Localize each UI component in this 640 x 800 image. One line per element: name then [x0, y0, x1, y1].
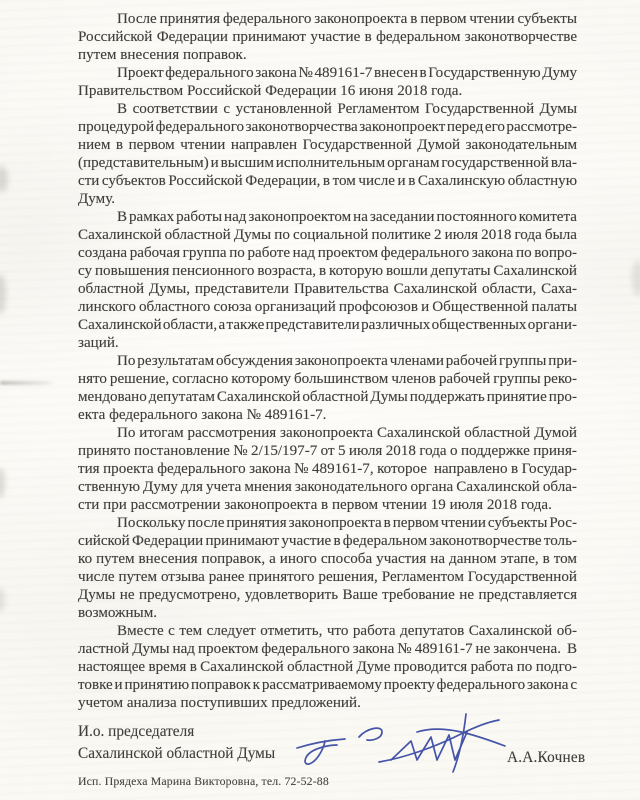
text-line: тия проекта федерального закона № 489161-7, которое направлено в Государ-	[78, 461, 577, 477]
text-line: числе путем отзыва ранее принятого решения, Регламентом Государственной	[78, 569, 577, 585]
text-line: Поскольку после принятия законопроекта в первом чтении субъекты Рос-	[117, 515, 578, 531]
text-line: заций.	[78, 335, 119, 351]
scan-smudge	[0, 166, 8, 192]
signer-name: А.А.Кочнев	[507, 749, 586, 766]
text-line: По итогам рассмотрения законопроекта Сахалинской областной Думой	[117, 425, 578, 441]
paragraph	[78, 208, 577, 352]
scan-smudge	[0, 274, 6, 314]
scan-smudge	[0, 588, 5, 612]
text-line: В соответствии с установленной Регламентом Государственной Думы	[117, 101, 578, 117]
signoff-block	[78, 721, 275, 764]
scan-smudge	[632, 260, 640, 296]
text-line: сти субъектов Российской Федерации, в том числе и в Сахалинскую областную	[78, 173, 578, 189]
paragraph	[78, 64, 577, 100]
text-line: Думу.	[78, 191, 116, 207]
text-line: принято постановление № 2/15/197-7 от 5 июля 2018 года о поддержке приня-	[78, 443, 577, 459]
text-line: нием в первом чтении направлен Государственной Думой законодательным	[78, 137, 578, 153]
paragraph	[78, 352, 577, 424]
text-line: Сахалинской области, а также представители различных общественных органи-	[78, 317, 577, 333]
text-line: возможным.	[78, 605, 158, 621]
text-line: (представительным) и высшим исполнительным органам государственной вла-	[78, 155, 577, 171]
text-line: Вместе с тем следует отметить, что работа депутатов Сахалинской об-	[117, 623, 577, 639]
paragraph	[78, 100, 577, 208]
text-line: создана рабочая группа по работе над проектом федерального закона по вопро-	[78, 245, 578, 261]
paragraph	[78, 622, 577, 712]
text-line: сийской Федерации принимают участие в федеральном законотворчестве толь-	[78, 533, 578, 549]
text-line: настоящее время в Сахалинской областной Думе проводится работа по подго-	[78, 659, 577, 675]
text-line: ластной Думы над проектом федерального закона № 489161-7 не закончена. В	[78, 641, 578, 657]
letter-body	[78, 10, 577, 712]
text-line: Правительством Российской Федерации 16 июня 2018 года.	[78, 83, 463, 99]
text-line: Проект федерального закона № 489161-7 внесен в Государственную Думу	[117, 65, 578, 81]
text-line: сти при рассмотрении законопроекта в первом чтении 19 июля 2018 года.	[78, 497, 552, 513]
text-line: линского областного союза организаций профсоюзов и Общественной палаты	[78, 299, 577, 315]
text-line: екта федерального закона № 489161-7.	[78, 407, 327, 423]
text-line: процедурой федерального законотворчества законопроект перед его рассмотре-	[78, 119, 578, 135]
text-line: В рамках работы над законопроектом на заседании постоянного комитета	[117, 209, 577, 225]
paragraph	[78, 424, 577, 514]
text-line: ко путем внесения поправок, а иного способа участия на данном этапе, в том	[78, 551, 577, 567]
paragraph	[78, 514, 577, 622]
text-line: учетом анализа поступивших предложений.	[78, 695, 361, 711]
text-line: Думы не предусмотрено, удовлетворить Ваше требование не представляется	[78, 587, 578, 603]
text-line: нято решение, согласно которому большинством членов рабочей группы реко-	[78, 371, 577, 387]
handwritten-signature	[283, 710, 513, 778]
signoff-position-line-1: И.о. председателя	[78, 723, 195, 740]
text-line: После принятия федерального законопроекта в первом чтении субъекты	[117, 11, 577, 27]
text-line: областной Думы, представители Правительства Сахалинской области, Саха-	[78, 281, 577, 297]
scan-smudge	[0, 468, 5, 498]
text-line: Сахалинской областной Думы по социальной политике 2 июля 2018 года была	[78, 227, 577, 243]
text-line: путем внесения поправок.	[78, 47, 247, 63]
signoff-position-line-2: Сахалинской областной Думы	[78, 744, 276, 762]
text-line: По результатам обсуждения законопроекта членами рабочей группы при-	[117, 353, 577, 369]
paragraph	[78, 10, 577, 64]
executor-note: Исп. Прядеха Марина Викторовна, тел. 72-52-88	[78, 774, 329, 788]
text-line: ственную Думу для учета мнения законодательного органа Сахалинской обла-	[78, 479, 577, 495]
text-line: мендовано депутатам Сахалинской областной Думы поддержать принятие про-	[78, 389, 577, 405]
text-line: Российской Федерации принимают участие в федеральном законотворчестве	[78, 29, 578, 45]
scan-streak	[0, 381, 56, 385]
text-line: товке и принятию поправок к рассматриваемому проекту федерального закона с	[78, 677, 578, 693]
text-line: су повышения пенсионного возраста, в которую вошли депутаты Сахалинской	[78, 263, 577, 279]
